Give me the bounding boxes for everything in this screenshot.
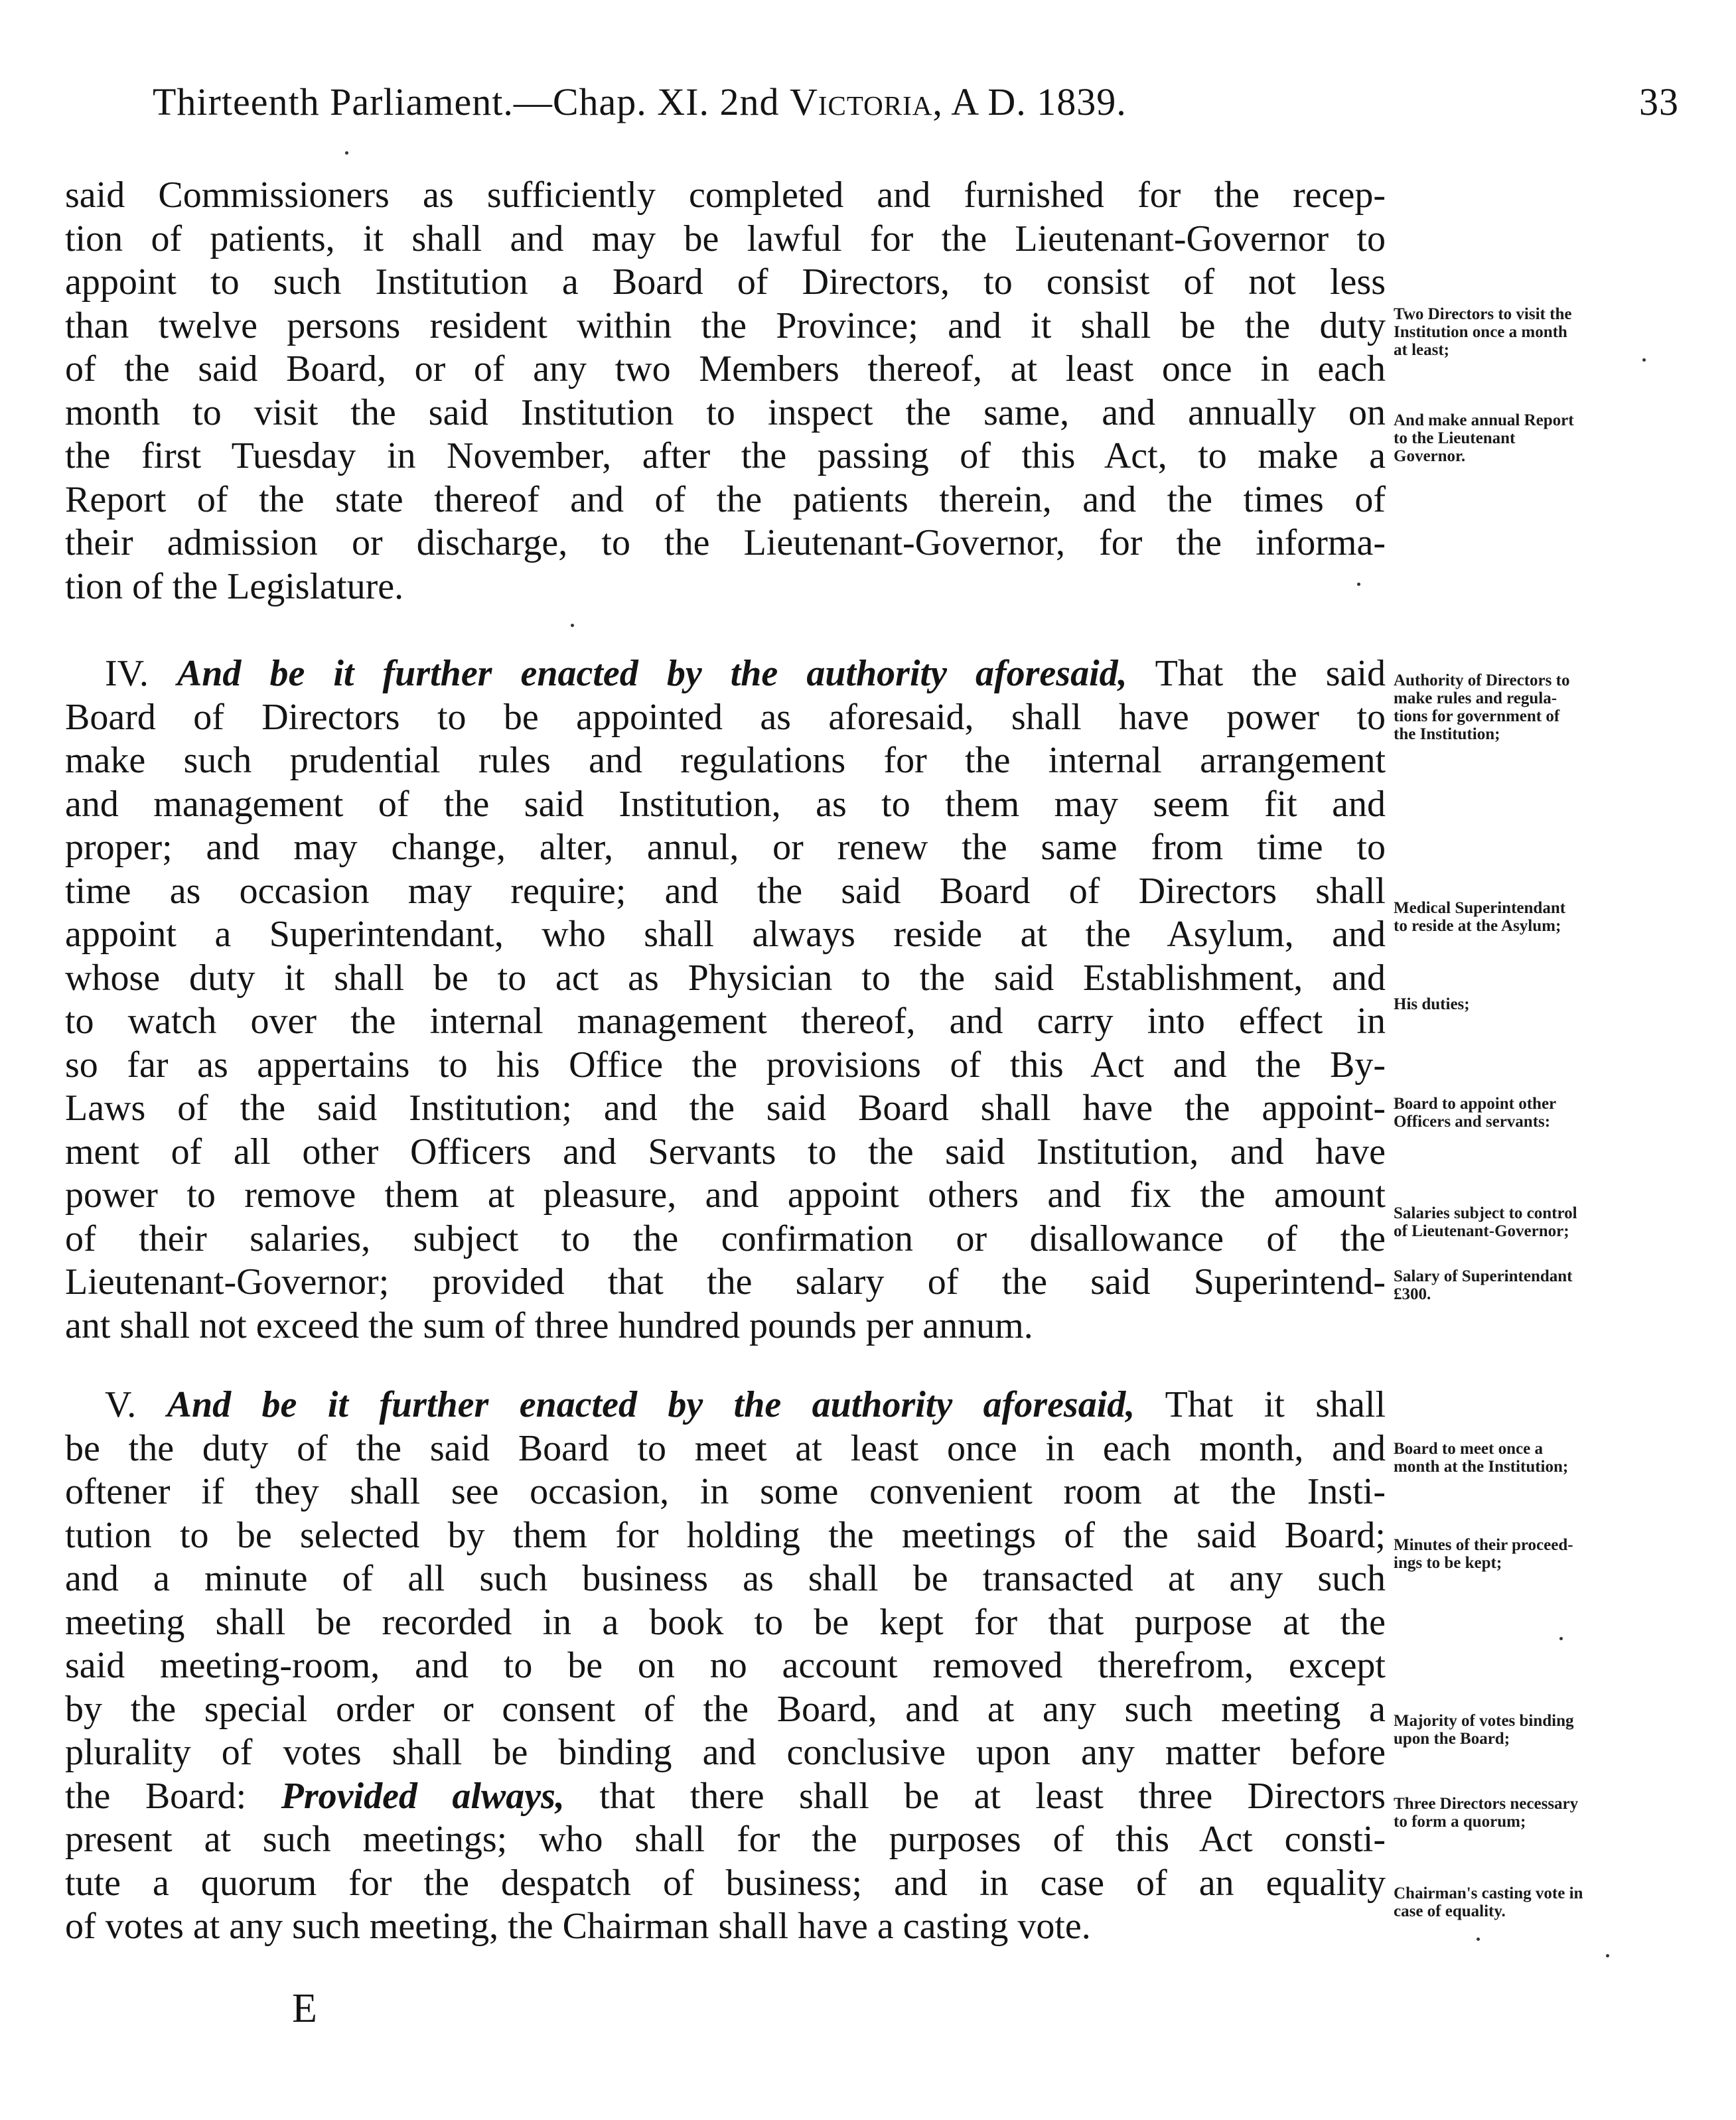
marginal-note-line: Authority of Directors to [1394, 671, 1570, 689]
proviso-italic: Provided always, [281, 1775, 565, 1817]
signature-mark: E [292, 1986, 317, 2031]
marginal-note [1394, 1440, 1672, 1476]
marginal-note-line: Chairman's casting vote in [1394, 1884, 1583, 1902]
marginal-note [1394, 1095, 1672, 1131]
marginal-note-line: the Institution; [1394, 725, 1500, 743]
section-number: IV. [105, 653, 149, 694]
marginal-note-line: case of equality. [1394, 1902, 1506, 1920]
marginal-note-line: His duties; [1394, 995, 1470, 1013]
text-line: so far as appertains to his Office the provisions of this Act and the By- [65, 1044, 1386, 1086]
marginal-note-line: Three Directors necessary [1394, 1795, 1579, 1813]
text-line: of votes at any such meeting, the Chairman shall have a casting vote. [65, 1906, 1091, 1947]
marginal-note [1394, 1795, 1672, 1831]
text-line: of their salaries, subject to the confirmation or disallowance of the [65, 1218, 1386, 1259]
marginal-note-line: £300. [1394, 1285, 1431, 1303]
running-title [153, 80, 1127, 124]
marginal-note-line: And make annual Report [1394, 411, 1574, 429]
text-line: appoint to such Institution a Board of Directors, to consist of not less [65, 261, 1386, 303]
text-line: Report of the state thereof and of the patients therein, and the times of [65, 478, 1386, 520]
opening-text: That it shall [1135, 1384, 1386, 1425]
text-line: time as occasion may require; and the said Board of Directors shall [65, 870, 1386, 912]
section-5-opening-line [65, 1383, 1386, 1427]
page-header [153, 80, 1679, 139]
marginal-note [1394, 899, 1672, 935]
page-number: 33 [1639, 80, 1679, 123]
marginal-note-line: Officers and servants: [1394, 1113, 1551, 1131]
text-line: tion of patients, it shall and may be lawful for the Lieutenant-Governor to [65, 218, 1386, 259]
text-line: ant shall not exceed the sum of three hundred pounds per annum. [65, 1305, 1033, 1346]
marginal-note [1394, 1884, 1672, 1920]
running-title-victoria: Victoria [789, 80, 933, 123]
text-line: meeting shall be recorded in a book to be kept for that purpose at the [65, 1601, 1386, 1643]
text-line: be the duty of the said Board to meet at least once in each month, and [65, 1427, 1386, 1469]
marginal-note-line: of Lieutenant-Governor; [1394, 1222, 1569, 1240]
marginal-note-line: Majority of votes binding [1394, 1712, 1574, 1730]
enacting-clause: And be it further enacted by the authority aforesaid, [167, 1384, 1135, 1425]
proviso-rest: that there shall be at least three Directors [564, 1775, 1386, 1817]
section-5-paragraph [65, 1383, 1386, 1949]
section-4-paragraph [65, 652, 1386, 1348]
text-line: the first Tuesday in November, after the passing of this Act, to make a [65, 435, 1386, 476]
scan-speck [1559, 1637, 1563, 1640]
text-line: and a minute of all such business as shall be transacted at any such [65, 1558, 1386, 1599]
text-line: their admission or discharge, to the Lieutenant-Governor, for the informa- [65, 522, 1386, 563]
marginal-note-line: to form a quorum; [1394, 1813, 1526, 1831]
marginal-note-line: tions for government of [1394, 707, 1560, 725]
running-title-part-a: Thirteenth Parliament.—Chap. XI. 2nd [153, 80, 790, 123]
text-line: Lieutenant-Governor; provided that the salary of the said Superintend- [65, 1261, 1386, 1303]
marginal-note [1394, 1267, 1672, 1303]
marginal-note-line: Salary of Superintendant [1394, 1267, 1573, 1285]
text-line: plurality of votes shall be binding and conclusive upon any matter before [65, 1732, 1386, 1773]
text-line: Laws of the said Institution; and the said Board shall have the appoint- [65, 1088, 1386, 1129]
text-line: month to visit the said Institution to inspect the same, and annually on [65, 391, 1386, 433]
proviso-line [65, 1775, 1386, 1819]
marginal-note-line: to the Lieutenant [1394, 429, 1516, 447]
scan-speck [345, 151, 348, 155]
text-line: to watch over the internal management thereof, and carry into effect in [65, 1001, 1386, 1042]
scan-speck [1642, 358, 1646, 362]
marginal-note-line: month at the Institution; [1394, 1458, 1569, 1476]
section-3-paragraph [65, 174, 1386, 608]
marginal-note-line: ings to be kept; [1394, 1554, 1502, 1572]
scan-speck [571, 624, 574, 627]
running-title-part-b: , A D. 1839. [932, 80, 1127, 123]
marginal-note [1394, 411, 1672, 465]
marginal-note [1394, 1536, 1672, 1572]
text-line: oftener if they shall see occasion, in some convenient room at the Insti- [65, 1471, 1386, 1512]
marginal-note-line: to reside at the Asylum; [1394, 917, 1561, 935]
text-line: present at such meetings; who shall for the purposes of this Act consti- [65, 1819, 1386, 1860]
text-line: of the said Board, or of any two Members thereof, at least once in each [65, 348, 1386, 389]
marginal-note-line: upon the Board; [1394, 1730, 1510, 1748]
text-line: tion of the Legislature. [65, 565, 404, 607]
text-line: proper; and may change, alter, annul, or renew the same from time to [65, 827, 1386, 868]
text-line: than twelve persons resident within the Province; and it shall be the duty [65, 305, 1386, 346]
text-line: power to remove them at pleasure, and appoint others and fix the amount [65, 1174, 1386, 1216]
text-line: by the special order or consent of the Board, and at any such meeting a [65, 1688, 1386, 1730]
marginal-note-line: make rules and regula- [1394, 689, 1557, 707]
marginal-note [1394, 995, 1672, 1013]
scan-speck [1357, 583, 1360, 586]
section-number: V. [105, 1384, 137, 1425]
section-4-opening-line [65, 652, 1386, 696]
marginal-note-line: Governor. [1394, 447, 1466, 465]
text-line: ment of all other Officers and Servants to the said Institution, and have [65, 1131, 1386, 1172]
text-line: appoint a Superintendant, who shall always reside at the Asylum, and [65, 914, 1386, 955]
enacting-clause: And be it further enacted by the authority aforesaid, [177, 653, 1127, 694]
marginal-note-line: Medical Superintendant [1394, 899, 1566, 917]
marginal-note-line: Board to appoint other [1394, 1095, 1557, 1113]
marginal-note-line: at least; [1394, 341, 1449, 359]
text-line: Board of Directors to be appointed as aforesaid, shall have power to [65, 696, 1386, 738]
marginal-note [1394, 671, 1672, 743]
text-line: whose duty it shall be to act as Physician to the said Establishment, and [65, 957, 1386, 999]
text-line: tution to be selected by them for holding the meetings of the said Board; [65, 1514, 1386, 1556]
text-line: said Commissioners as sufficiently completed and furnished for the recep- [65, 175, 1386, 216]
text-line: tute a quorum for the despatch of business; and in case of an equality [65, 1862, 1386, 1904]
marginal-note-line: Institution once a month [1394, 323, 1567, 341]
marginal-note-line: Two Directors to visit the [1394, 305, 1572, 323]
marginal-note-line: Minutes of their proceed- [1394, 1536, 1573, 1554]
marginal-note [1394, 305, 1672, 359]
marginal-note [1394, 1712, 1672, 1748]
text-line: make such prudential rules and regulations for the internal arrangement [65, 740, 1386, 781]
proviso-prefix: the Board: [65, 1775, 281, 1817]
marginal-note [1394, 1204, 1672, 1240]
scan-speck [1606, 1954, 1609, 1957]
marginal-note-line: Board to meet once a [1394, 1440, 1543, 1458]
marginal-note-line: Salaries subject to control [1394, 1204, 1577, 1222]
text-line: and management of the said Institution, as to them may seem fit and [65, 783, 1386, 825]
opening-text: That the said [1127, 653, 1386, 694]
scan-speck [1477, 1938, 1480, 1941]
text-line: said meeting-room, and to be on no account removed therefrom, except [65, 1645, 1386, 1686]
